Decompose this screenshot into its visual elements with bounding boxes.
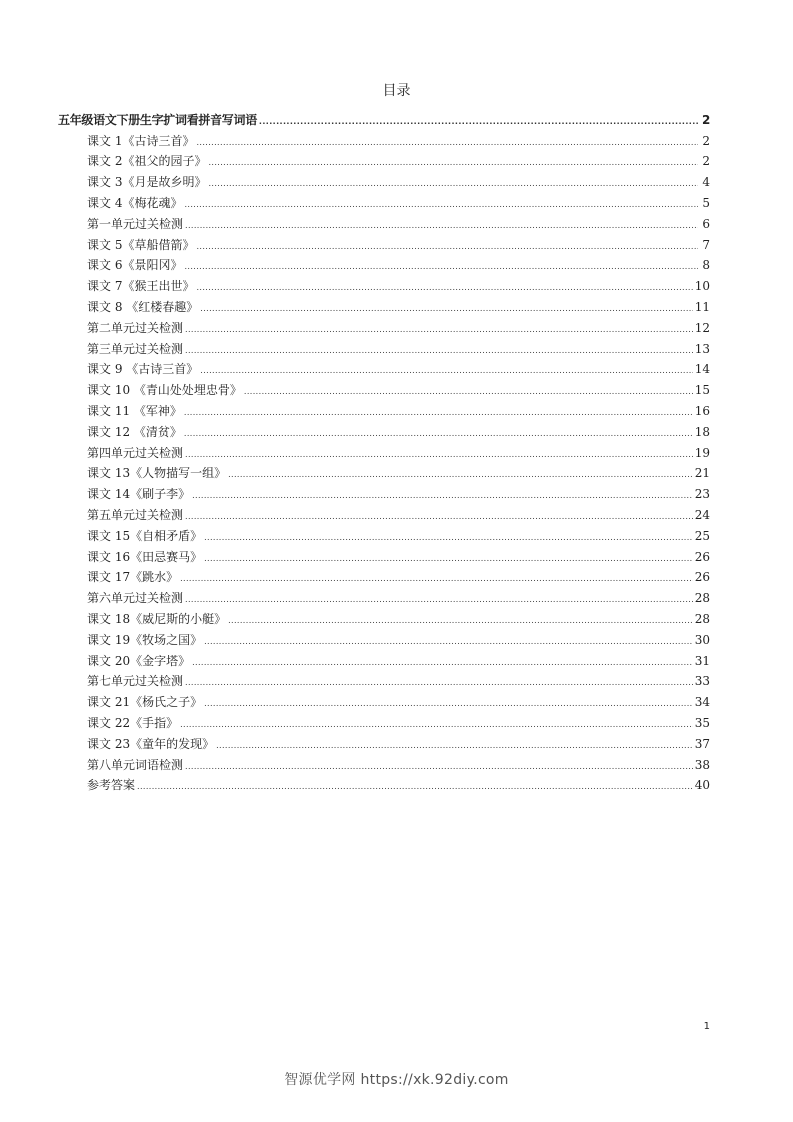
toc-entry-title: 课文 8 《红楼春趣》 [87,299,199,314]
page-number: 1 [703,1021,710,1032]
toc-dot-leader [244,387,693,397]
toc-entry-title: 课文 19《牧场之国》 [87,632,203,647]
toc-entry-title: 课文 4《梅花魂》 [87,195,183,210]
toc-entry[interactable] [58,418,710,439]
toc-entry-title: 课文 22《手指》 [87,715,179,730]
toc-entry[interactable] [58,231,710,252]
toc-entry-page-number: 15 [694,383,710,398]
toc-entry-title: 课文 20《金字塔》 [87,653,191,668]
toc-entry[interactable] [58,647,710,668]
toc-entry[interactable] [58,460,710,481]
toc-entry-page-number: 26 [694,570,710,585]
toc-dot-leader [180,720,693,730]
toc-entry[interactable] [58,626,710,647]
toc-dot-leader [184,429,693,439]
toc-dot-leader [137,782,693,792]
watermark-text: 智源优学网 https://xk.92diy.com [284,1072,509,1088]
toc-entry-title: 第五单元过关检测 [87,507,184,522]
toc-entry-page-number: 37 [694,736,710,751]
toc-heading-entry[interactable] [58,106,710,127]
toc-entry[interactable] [58,709,710,730]
toc-entry-title: 课文 16《田忌赛马》 [87,549,203,564]
toc-entry[interactable] [58,751,710,772]
toc-entry-title: 课文 11 《军神》 [87,403,182,418]
toc-entry-title: 课文 9 《古诗三首》 [87,362,199,377]
toc-dot-leader [204,554,693,564]
toc-dot-leader [185,221,698,231]
toc-dot-leader [192,491,693,501]
toc-dot-leader [185,762,693,772]
toc-entry-page-number: 26 [694,549,710,564]
toc-entry-page-number: 23 [694,487,710,502]
toc-dot-leader [200,366,692,376]
toc-dot-leader [204,637,693,647]
toc-entry[interactable] [58,335,710,356]
toc-entry-page-number: 19 [694,445,710,460]
toc-entry-page-number: 2 [702,133,710,148]
toc-entry-page-number: 21 [694,466,710,481]
toc-entry-title: 课文 12 《清贫》 [87,424,182,439]
toc-entry[interactable] [58,397,710,418]
toc-entry[interactable] [58,127,710,148]
toc-entry[interactable] [58,189,710,210]
toc-entry-page-number: 18 [694,424,710,439]
toc-dot-leader [200,304,692,314]
toc-dot-leader [185,595,693,605]
toc-entry[interactable] [58,522,710,543]
toc-entry-title: 课文 2《祖父的园子》 [87,154,207,169]
toc-dot-leader [204,533,693,543]
toc-dot-leader [204,699,693,709]
toc-entry[interactable] [58,210,710,231]
toc-entry-title: 五年级语文下册生字扩词看拼音写词语 [58,112,257,127]
toc-entry-title: 第八单元词语检测 [87,757,184,772]
toc-entry-page-number: 33 [694,674,710,689]
toc-entry-page-number: 31 [694,653,710,668]
toc-entry-page-number: 12 [694,320,710,335]
page-title: 目录 [382,83,411,99]
toc-entry-title: 课文 14《刷子李》 [87,487,191,502]
toc-entry[interactable] [58,148,710,169]
toc-dot-leader [196,283,692,293]
toc-entry-page-number: 28 [694,591,710,606]
toc-entry-page-number: 2 [701,112,710,127]
toc-dot-leader [259,117,698,127]
toc-dot-leader [208,158,698,168]
toc-entry-page-number: 25 [694,528,710,543]
toc-entry-page-number: 38 [694,757,710,772]
toc-entry-page-number: 10 [694,279,710,294]
toc-entry-title: 课文 1《古诗三首》 [87,133,195,148]
toc-entry-page-number: 8 [702,258,710,273]
toc-entry-title: 第六单元过关检测 [87,591,184,606]
toc-dot-leader [184,408,693,418]
toc-dot-leader [196,242,698,252]
toc-entry-title: 课文 3《月是故乡明》 [87,175,207,190]
toc-dot-leader [184,200,698,210]
toc-entry-page-number: 2 [702,154,710,169]
toc-entry[interactable] [58,772,710,793]
toc-dot-leader [228,470,693,480]
toc-entry-title: 第一单元过关检测 [87,216,184,231]
toc-dot-leader [180,574,693,584]
toc-entry-title: 第三单元过关检测 [87,341,184,356]
toc-entry-page-number: 16 [694,403,710,418]
toc-entry-page-number: 7 [702,237,710,252]
toc-entry[interactable] [58,605,710,626]
toc-entry[interactable] [58,501,710,522]
toc-entry[interactable] [58,730,710,751]
toc-entry[interactable] [58,543,710,564]
toc-dot-leader [184,262,698,272]
toc-entry-page-number: 6 [702,216,710,231]
toc-entry-page-number: 5 [702,195,710,210]
toc-entry[interactable] [58,584,710,605]
toc-entry[interactable] [58,252,710,273]
toc-entry[interactable] [58,272,710,293]
toc-entry-title: 参考答案 [87,778,136,793]
toc-dot-leader [185,678,693,688]
toc-entry[interactable] [58,376,710,397]
toc-entry-page-number: 11 [694,299,710,314]
toc-dot-leader [185,450,693,460]
toc-entry[interactable] [58,293,710,314]
toc-entry-title: 课文 13《人物描写一组》 [87,466,227,481]
toc-entry-title: 课文 15《自相矛盾》 [87,528,203,543]
toc-entry-page-number: 35 [694,715,710,730]
toc-entry-page-number: 14 [694,362,710,377]
toc-dot-leader [185,346,693,356]
toc-dot-leader [216,741,693,751]
toc-entry-title: 课文 5《草船借箭》 [87,237,195,252]
toc-entry-title: 第二单元过关检测 [87,320,184,335]
toc-entry[interactable] [58,564,710,585]
toc-entry[interactable] [58,168,710,189]
toc-dot-leader [228,616,693,626]
toc-dot-leader [196,138,698,148]
toc-entry-page-number: 4 [702,175,710,190]
toc-entry-page-number: 30 [694,632,710,647]
toc-entry[interactable] [58,439,710,460]
toc-entry-title: 课文 6《景阳冈》 [87,258,183,273]
toc-entry[interactable] [58,688,710,709]
toc-entry-page-number: 13 [694,341,710,356]
toc-dot-leader [185,325,693,335]
toc-entry-title: 课文 21《杨氏之子》 [87,695,203,710]
toc-entry[interactable] [58,668,710,689]
toc-entry[interactable] [58,314,710,335]
toc-entry-title: 课文 7《猴王出世》 [87,279,195,294]
table-of-contents [58,106,710,792]
toc-entry[interactable] [58,480,710,501]
toc-entry-title: 课文 23《童年的发现》 [87,736,215,751]
toc-dot-leader [192,658,693,668]
toc-entry-title: 课文 10 《青山处处埋忠骨》 [87,383,242,398]
toc-entry[interactable] [58,356,710,377]
toc-dot-leader [208,179,698,189]
toc-entry-title: 课文 17《跳水》 [87,570,179,585]
toc-entry-page-number: 40 [694,778,710,793]
toc-entry-page-number: 34 [694,695,710,710]
toc-entry-title: 课文 18《威尼斯的小艇》 [87,611,227,626]
toc-entry-page-number: 24 [694,507,710,522]
toc-entry-page-number: 28 [694,611,710,626]
toc-dot-leader [185,512,693,522]
toc-entry-title: 第七单元过关检测 [87,674,184,689]
toc-entry-title: 第四单元过关检测 [87,445,184,460]
